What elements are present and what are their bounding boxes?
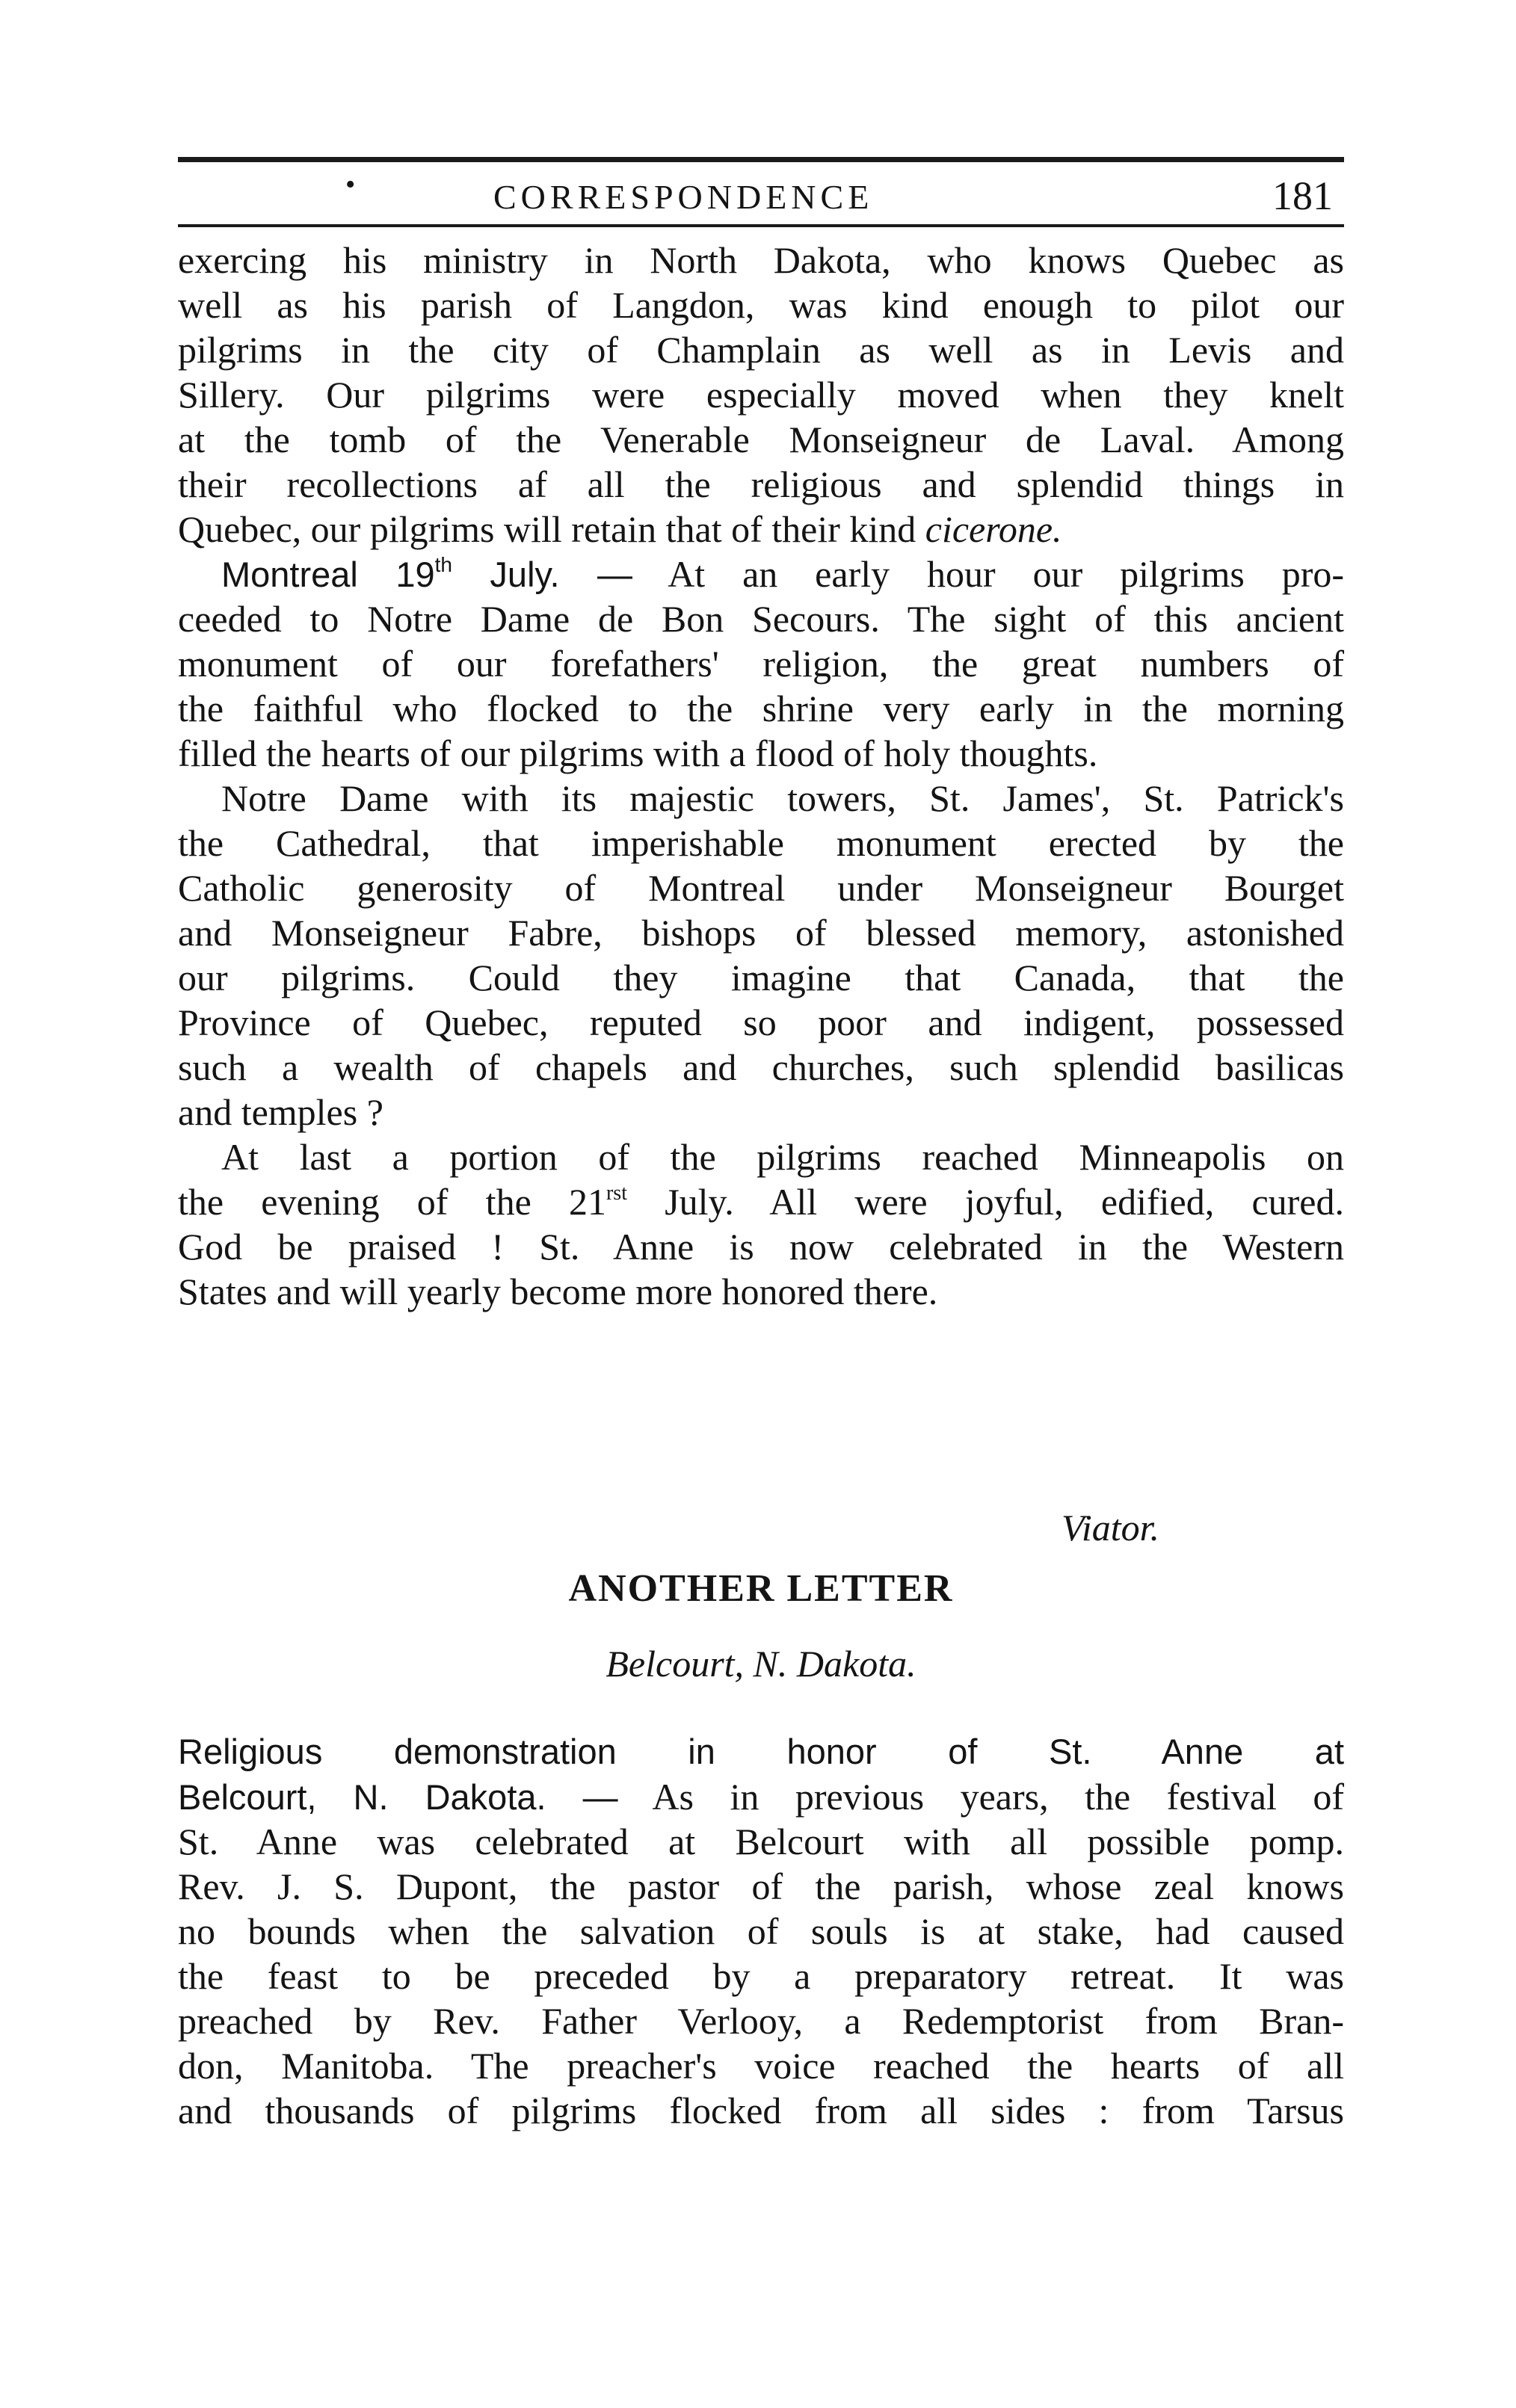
text-line [178, 1179, 1344, 1224]
italic-word: cicerone. [925, 508, 1062, 550]
text-line: Rev. J. S. Dupont, the pastor of the parish, whose zeal knows [178, 1865, 1344, 1907]
text-run: the evening of the 21 [178, 1181, 606, 1223]
header-rule-bottom [178, 224, 1344, 227]
text-line: ceeded to Notre Dame de Bon Secours. The sight of this ancient [178, 598, 1344, 640]
text-line: God be praised ! St. Anne is now celebrated in the Western [178, 1226, 1344, 1268]
section-title: ANOTHER LETTER [568, 1567, 954, 1610]
text-line: Catholic generosity of Montreal under Monseigneur Bourget [178, 867, 1344, 909]
text-line: and temples ? [178, 1091, 383, 1133]
dateline: Belcourt, N. Dakota. [606, 1643, 916, 1685]
text-line: no bounds when the salvation of souls is at stake, had caused [178, 1910, 1344, 1952]
text-line: and Monseigneur Fabre, bishops of blessed memory, astonished [178, 912, 1344, 954]
text-line [221, 552, 1344, 597]
text-line: their recollections af all the religious and splendid things in [178, 463, 1344, 505]
text-line [178, 507, 1344, 552]
text-line: such a wealth of chapels and churches, such splendid basilicas [178, 1046, 1344, 1088]
text-line: exercing his ministry in North Dakota, who knows Quebec as [178, 239, 1344, 281]
signature: Viator. [1061, 1507, 1160, 1549]
text-line: Sillery. Our pilgrims were especially moved when they knelt [178, 374, 1344, 416]
lead-line-end: Belcourt, N. Dakota. — [178, 1777, 618, 1817]
header-mark: • [345, 169, 356, 200]
text-run: July. All were joyful, edified, cured. [626, 1181, 1344, 1223]
text-run: At an early hour our pilgrims pro- [632, 553, 1344, 595]
text-line: pilgrims in the city of Champlain as well as in Levis and [178, 329, 1344, 371]
text-line: the feast to be preceded by a preparatory retreat. It was [178, 1955, 1344, 1997]
text-line: preached by Rev. Father Verlooy, a Redemptorist from Bran- [178, 2000, 1344, 2042]
ordinal-suffix: rst [606, 1182, 627, 1205]
dateline-place: Montreal 19 [221, 555, 435, 594]
lead-line: Religious demonstration in honor of St. Anne at [178, 1732, 1344, 1771]
header-rule-top [178, 157, 1344, 162]
text-line: the Cathedral, that imperishable monument erected by the [178, 822, 1344, 864]
running-head: CORRESPONDENCE [493, 178, 874, 216]
page-number: 181 [1272, 173, 1333, 218]
text-line: and thousands of pilgrims flocked from all sides : from Tarsus [178, 2090, 1344, 2131]
ordinal-suffix: th [434, 553, 452, 576]
dateline-montreal [221, 555, 632, 594]
text-line: at the tomb of the Venerable Monseigneur de Laval. Among [178, 419, 1344, 460]
text-line: St. Anne was celebrated at Belcourt with all possible pomp. [178, 1821, 1344, 1862]
text-line: well as his parish of Langdon, was kind enough to pilot our [178, 284, 1344, 326]
text-line: States and will yearly become more honored there. [178, 1271, 938, 1312]
text-line: At last a portion of the pilgrims reached Minneapolis on [221, 1136, 1344, 1178]
text-line: don, Manitoba. The preacher's voice reached the hearts of all [178, 2045, 1344, 2087]
text-line: the faithful who flocked to the shrine very early in the morning [178, 688, 1344, 729]
text-line: Notre Dame with its majestic towers, St. James', St. Patrick's [221, 777, 1344, 819]
text-line [178, 1774, 1344, 1820]
text-line: Province of Quebec, reputed so poor and indigent, possessed [178, 1001, 1344, 1043]
dateline-month: July. — [452, 555, 633, 594]
text-run: As in previous years, the festival of [617, 1776, 1344, 1818]
text-run: Quebec, our pilgrims will retain that of their kind [178, 508, 925, 550]
text-line: our pilgrims. Could they imagine that Canada, that the [178, 957, 1344, 998]
text-line: monument of our forefathers' religion, the great numbers of [178, 643, 1344, 685]
text-line: filled the hearts of our pilgrims with a flood of holy thoughts. [178, 732, 1098, 774]
